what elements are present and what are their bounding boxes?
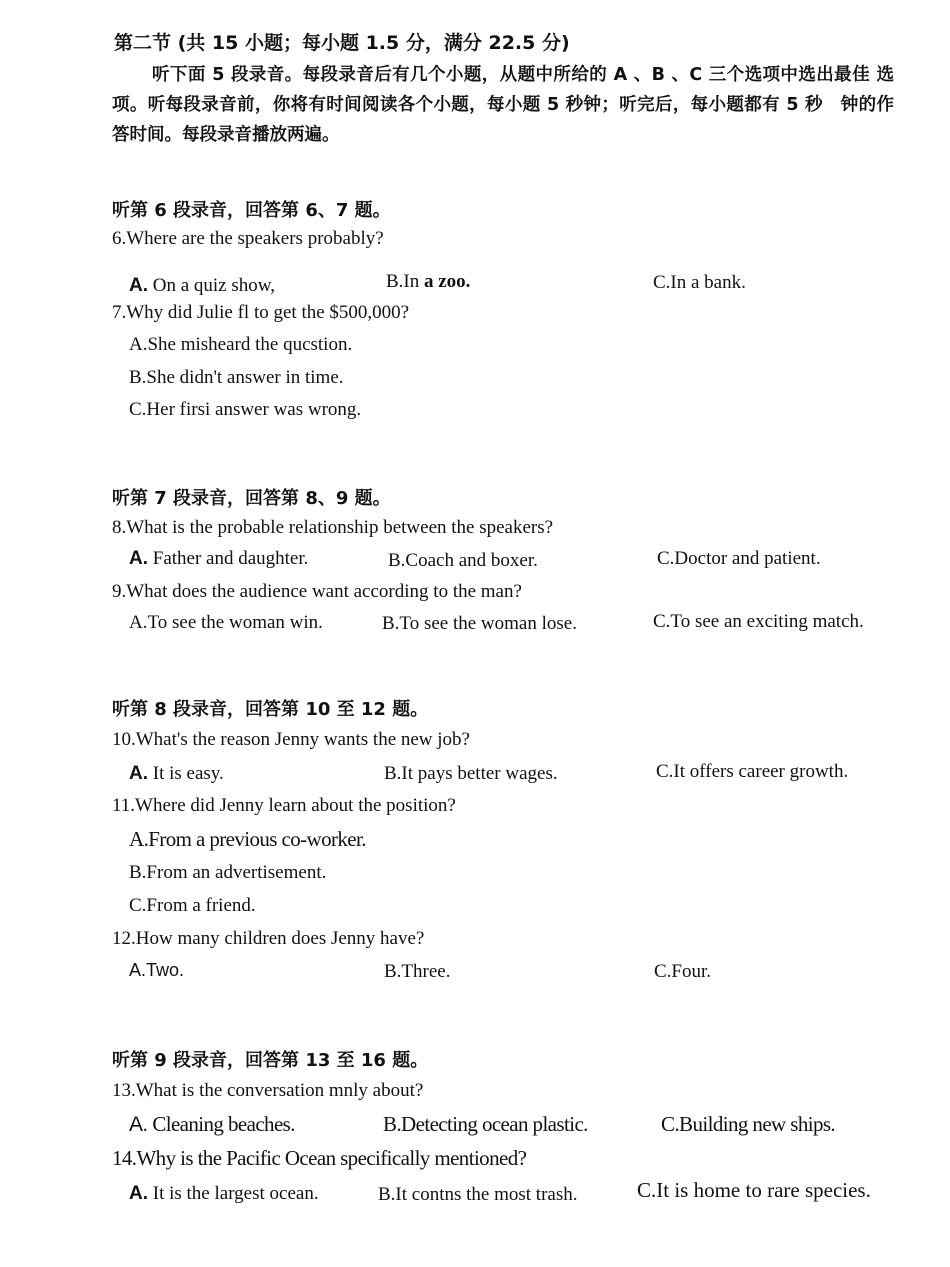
q10-option-b: B.It pays better wages. bbox=[384, 763, 558, 784]
q13-option-b: B.Detecting ocean plastic. bbox=[383, 1112, 588, 1136]
q6-option-a bbox=[129, 275, 275, 297]
question-10: 10.What's the reason Jenny wants the new job? bbox=[112, 729, 470, 750]
group-heading-2: 听第 7 段录音，回答第 8、9 题。 bbox=[112, 488, 391, 509]
q7-option-b: B.She didn't answer in time. bbox=[129, 367, 344, 388]
q13-option-a-text: Cleaning beaches. bbox=[152, 1112, 295, 1136]
question-13: 13.What is the conversation mnly about? bbox=[112, 1080, 424, 1101]
q12-option-a: A.Two. bbox=[129, 960, 185, 980]
question-8: 8.What is the probable relationship between the speakers? bbox=[112, 517, 554, 538]
q6-option-a-mark: A. bbox=[129, 275, 148, 296]
q8-option-a-mark: A. bbox=[129, 548, 148, 569]
question-12: 12.How many children does Jenny have? bbox=[112, 928, 425, 949]
q8-option-b: B.Coach and boxer. bbox=[388, 550, 538, 571]
q6-option-b-text: B.In bbox=[386, 271, 420, 292]
q13-option-a bbox=[129, 1112, 295, 1137]
q6-option-b-bold: a zoo. bbox=[424, 271, 471, 292]
q11-option-c: C.From a friend. bbox=[129, 895, 256, 916]
q12-option-b: B.Three. bbox=[384, 961, 451, 982]
q9-option-a: A.To see the woman win. bbox=[129, 612, 323, 633]
q10-option-a-mark: A. bbox=[129, 763, 148, 784]
question-11: 11.Where did Jenny learn about the position? bbox=[112, 795, 456, 816]
question-14: 14.Why is the Pacific Ocean specifically mentioned? bbox=[112, 1146, 527, 1170]
question-7: 7.Why did Julie fl to get the $500,000? bbox=[112, 302, 410, 323]
group-heading-1: 听第 6 段录音，回答第 6、7 题。 bbox=[112, 200, 391, 221]
q6-option-b bbox=[386, 271, 470, 293]
group-heading-3: 听第 8 段录音，回答第 10 至 12 题。 bbox=[112, 699, 429, 720]
section-title: 第二节 (共 15 小题；每小题 1.5 分，满分 22.5 分) bbox=[114, 32, 570, 54]
q14-option-a-text: It is the largest ocean. bbox=[152, 1183, 319, 1204]
q6-option-a-text: On a quiz show, bbox=[152, 275, 275, 296]
q8-option-a bbox=[129, 548, 308, 570]
q10-option-a-text: It is easy. bbox=[152, 763, 224, 784]
q12-option-c: C.Four. bbox=[654, 961, 712, 982]
q6-option-c: C.In a bank. bbox=[653, 272, 746, 293]
q11-option-b: B.From an advertisement. bbox=[129, 862, 327, 883]
q14-option-b: B.It contns the most trash. bbox=[378, 1184, 578, 1205]
q9-option-c: C.To see an exciting match. bbox=[653, 611, 864, 632]
q14-option-a bbox=[129, 1183, 319, 1205]
q13-option-a-mark: A. bbox=[129, 1113, 148, 1136]
q14-option-c: C.It is home to rare species. bbox=[637, 1178, 871, 1202]
q14-option-a-mark: A. bbox=[129, 1183, 148, 1204]
q10-option-a bbox=[129, 763, 224, 785]
question-9: 9.What does the audience want according to the man? bbox=[112, 581, 522, 602]
q13-option-c: C.Building new ships. bbox=[661, 1112, 836, 1136]
q11-option-a: A.From a previous co-worker. bbox=[129, 827, 366, 851]
q9-option-b: B.To see the woman lose. bbox=[382, 613, 577, 634]
q8-option-a-text: Father and daughter. bbox=[152, 548, 309, 569]
question-6: 6.Where are the speakers probably? bbox=[112, 228, 384, 249]
q7-option-a: A.She misheard the qucstion. bbox=[129, 334, 353, 355]
q10-option-c: C.It offers career growth. bbox=[656, 761, 849, 782]
instructions: 听下面 5 段录音。每段录音后有几个小题，从题中所给的 A 、B 、C 三个选项中选出最佳 选项。听每段录音前，你将有时间阅读各个小题，每小题 5 秒钟；听完后，每小题都有 5 秒 钟的作答时间。每段录音播放两遍。 bbox=[112, 65, 894, 145]
q8-option-c: C.Doctor and patient. bbox=[657, 548, 821, 569]
group-heading-4: 听第 9 段录音，回答第 13 至 16 题。 bbox=[112, 1050, 429, 1071]
q7-option-c: C.Her firsi answer was wrong. bbox=[129, 399, 362, 420]
